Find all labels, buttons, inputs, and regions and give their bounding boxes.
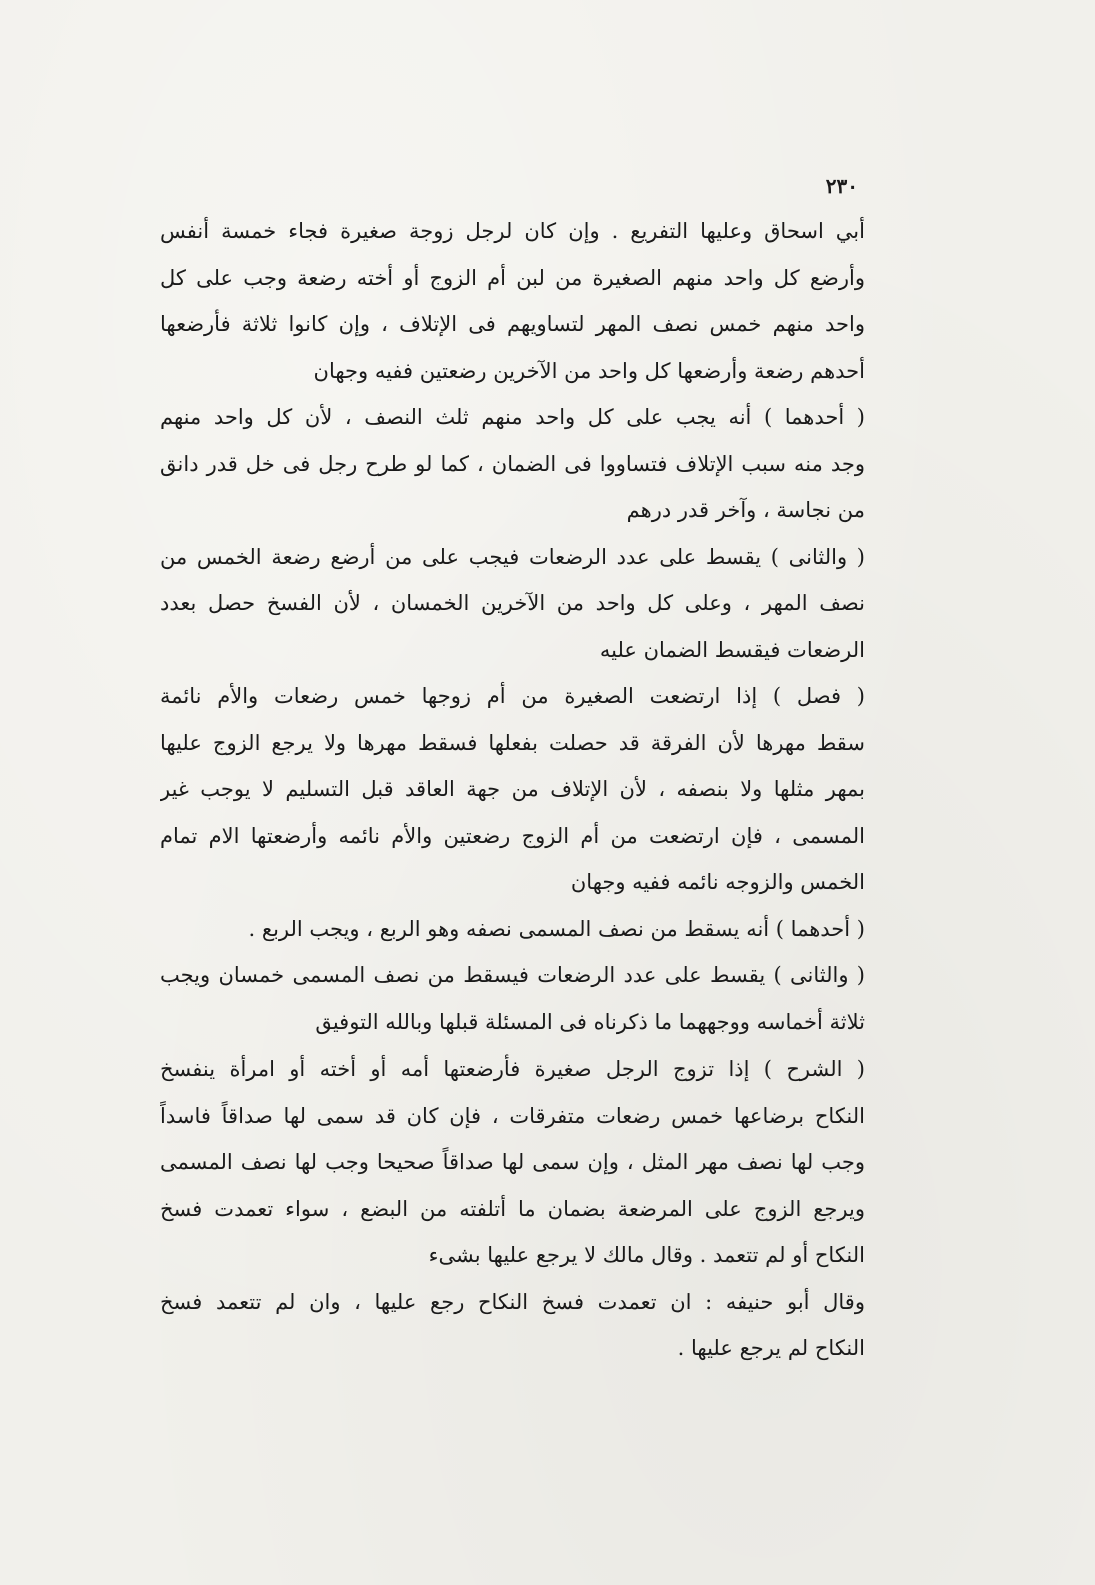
text-line: ( والثانى ) يقسط على عدد الرضعات فيجب على من أرضع رضعة الخمس من — [160, 544, 865, 569]
text-line: بمهر مثلها ولا بنصفه ، لأن الإتلاف من جهة العاقد قبل التسليم لا يوجب غير — [160, 777, 865, 801]
page-number: ٢٣٠ — [825, 174, 858, 198]
text-line: وجد منه سبب الإتلاف فتساووا فى الضمان ، كما لو طرح رجل فى خل قدر دانق — [160, 451, 865, 476]
text-line: ( الشرح ) إذا تزوج الرجل صغيرة فأرضعتها أمه أو أخته أو امرأة ينفسخ — [160, 1057, 865, 1081]
text-block-main — [160, 208, 865, 1045]
text-line: سقط مهرها لأن الفرقة قد حصلت بفعلها فسقط مهرها ولا يرجع الزوج عليها — [160, 730, 865, 755]
text-block-commentary — [160, 1046, 865, 1372]
text-line: وجب لها نصف مهر المثل ، وإن سمى لها صداقاً صحيحا وجب لها نصف المسمى — [160, 1150, 865, 1174]
text-line: الرضعات فيقسط الضمان عليه — [599, 637, 865, 662]
text-line: وأرضع كل واحد منهم الصغيرة من لبن أم الزوج أو أخته رضعة وجب على كل — [160, 265, 865, 290]
text-line: الخمس والزوجه نائمه ففيه وجهان — [570, 870, 865, 894]
text-line: النكاح برضاعها خمس رضعات متفرقات ، فإن كان قد سمى لها صداقاً فاسداً — [160, 1103, 865, 1128]
text-line: النكاح لم يرجع عليها . — [677, 1336, 865, 1360]
text-line: نصف المهر ، وعلى كل واحد من الآخرين الخمسان ، لأن الفسخ حصل بعدد — [160, 591, 865, 615]
text-line: ثلاثة أخماسه ووجههما ما ذكرناه فى المسئلة قبلها وبالله التوفيق — [315, 1009, 865, 1034]
text-line: واحد منهم خمس نصف المهر لتساويهم فى الإتلاف ، وإن كانوا ثلاثة فأرضعها — [160, 312, 865, 336]
text-line: ويرجع الزوج على المرضعة بضمان ما أتلفته من البضع ، سواء تعمدت فسخ — [160, 1196, 865, 1221]
text-line: أبي اسحاق وعليها التفريع . وإن كان لرجل زوجة صغيرة فجاء خمسة أنفس — [160, 219, 865, 243]
text-line: المسمى ، فإن ارتضعت من أم الزوج رضعتين والأم نائمه وأرضعتها الام تمام — [160, 823, 865, 848]
text-line: ( والثانى ) يقسط على عدد الرضعات فيسقط من نصف المسمى خمسان ويجب — [160, 963, 865, 987]
text-line: ( أحدهما ) أنه يسقط من نصف المسمى نصفه وهو الربع ، ويجب الربع . — [248, 916, 865, 941]
text-line: ( أحدهما ) أنه يجب على كل واحد منهم ثلث النصف ، لأن كل واحد منهم — [160, 405, 865, 429]
text-line: ( فصل ) إذا ارتضعت الصغيرة من أم زوجها خمس رضعات والأم نائمة — [160, 684, 865, 708]
text-line: أحدهم رضعة وأرضعها كل واحد من الآخرين رضعتين ففيه وجهان — [313, 358, 865, 383]
text-line: وقال أبو حنيفه : ان تعمدت فسخ النكاح رجع عليها ، وان لم تتعمد فسخ — [160, 1289, 865, 1314]
text-line: النكاح أو لم تتعمد . وقال مالك لا يرجع عليها بشىء — [428, 1243, 865, 1267]
text-line: من نجاسة ، وآخر قدر درهم — [626, 498, 865, 522]
